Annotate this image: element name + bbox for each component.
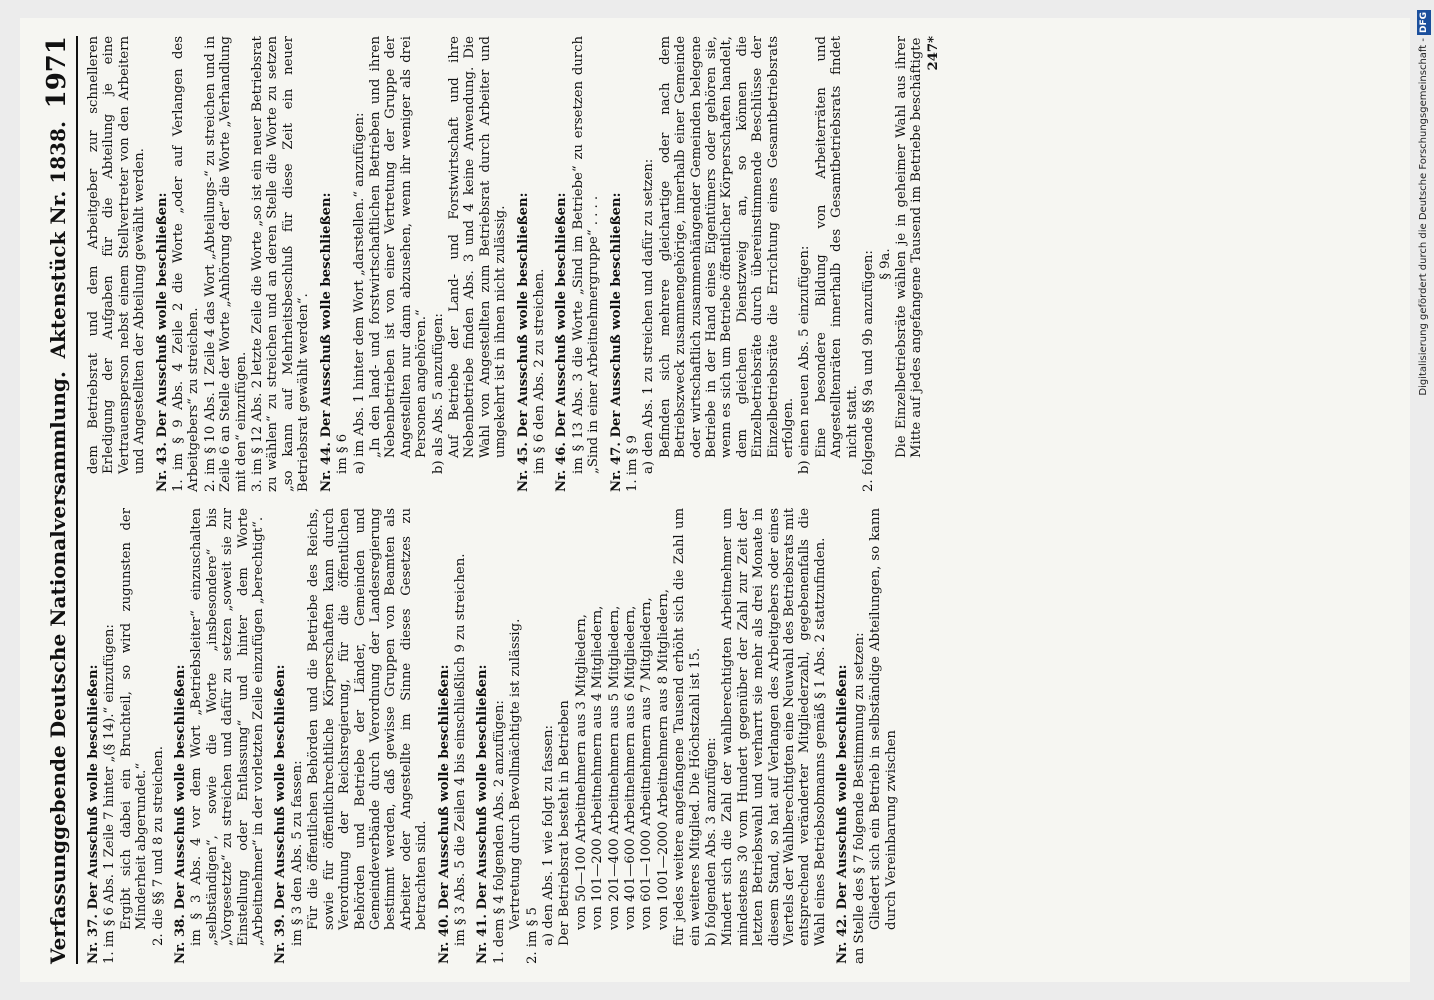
spacer bbox=[267, 508, 272, 964]
paragraph: § 9a. bbox=[877, 248, 893, 280]
paragraph: b) einen neuen Abs. 5 einzufügen: bbox=[797, 245, 813, 474]
paragraph-heading: Nr. 45. Der Ausschuß wolle beschließen: bbox=[515, 192, 531, 492]
paragraph: 247* bbox=[925, 36, 941, 71]
paragraph: von 601—1000 Arbeitnehmern aus 7 Mitgliedern, bbox=[639, 597, 655, 930]
paragraph: von 101—200 Arbeitnehmern aus 4 Mitgliedern, bbox=[590, 605, 606, 930]
digitization-credit-text: Digitalisierung gefördert durch die Deutsche Forschungsgemeinschaft - bbox=[1418, 38, 1429, 396]
paragraph: Befinden sich mehrere gleichartige oder nach dem Betriebszweck zusammengehörige, innerhalb einer Gemeinde oder wirtschaftlich zusammenhängender Gemeinden belegene Betriebe in der Hand eines Eigentümers oder gehören sie, wenn es sich um Betriebe öffentlicher Körperschaften handelt, dem gleichen Dienstzweig an, so können die Einzelbetriebsräte durch übereinstimmende Beschlüsse der Einzelbetriebsräte die Errichtung eines Gesamtbetriebsrats erfolgen. bbox=[657, 36, 797, 458]
paragraph-heading: Nr. 42. Der Ausschuß wolle beschließen: bbox=[835, 664, 851, 964]
paragraph: b) folgenden Abs. 3 anzufügen: bbox=[704, 737, 720, 946]
page-header bbox=[42, 36, 78, 964]
spacer bbox=[829, 508, 834, 964]
spacer bbox=[313, 36, 318, 492]
paragraph: im § 3 Abs. 5 die Zeilen 4 bis einschließlich 9 zu streichen. bbox=[452, 553, 468, 946]
spacer bbox=[510, 36, 515, 492]
spacer bbox=[431, 508, 436, 964]
paragraph-heading: Nr. 39. Der Ausschuß wolle beschließen: bbox=[273, 664, 289, 964]
paragraph: Auf Betriebe der Land- und Forstwirtschaft und ihre Nebenbetriebe finden Abs. 3 und 4 keine Anwendung. Die Wahl von Angestellten zum Betriebsrat durch Arbeiter und umgekehrt ist in ihnen nicht zulässig. bbox=[446, 36, 509, 458]
paragraph: an Stelle des § 7 folgende Bestimmung zu setzen: bbox=[851, 632, 867, 964]
paragraph: 2. folgende §§ 9a und 9b anzufügen: bbox=[861, 250, 877, 492]
spacer bbox=[167, 508, 172, 964]
paragraph: Vertretung durch Bevollmächtigte ist zulässig. bbox=[508, 618, 524, 930]
paragraph: im § 3 den Abs. 5 zu fassen: bbox=[289, 760, 305, 946]
paragraph: Für die öffentlichen Behörden und die Betriebe des Reichs, sowie für öffentlichrechtliche Körperschaften kann durch Verordnung der Reichsregierung, für die öffentlichen Behörden und Betriebe der Länder, Gemeinden und Gemeindeverbände durch Verordnung der Landesregierung bestimmt werden, daß gewisse Gruppen von Beamten als Arbeiter oder Angestellte im Sinne dieses Gesetzes zu betrachten sind. bbox=[306, 508, 430, 930]
header-title: Verfassunggebende Deutsche Nationalversammlung. bbox=[46, 371, 70, 964]
paragraph: 1. im § 9 Abs. 4 Zeile 2 die Worte „oder auf Verlangen des Arbeitgebers“ zu streichen. bbox=[171, 36, 202, 492]
column-left bbox=[86, 508, 942, 964]
paragraph: im § 13 Abs. 3 die Worte „Sind im Betriebe“ zu ersetzen durch „Sind in einer Arbeitnehmergruppe“ . . . . bbox=[570, 36, 602, 474]
paragraph: Mindert sich die Zahl der wahlberechtigten Arbeitnehmer um mindestens 30 vom Hundert gegenüber der Zahl zur Zeit der letzten Betriebswahl und verharrt sie mehr als drei Monate in diesem Stand, so hat auf Verlangen des Arbeitgebers oder eines Viertels der Wahlberechtigten eine Neuwahl des Betriebsrats mit entsprechend veränderter Mitgliederzahl, gegebenenfalls die Wahl eines Betriebsobmanns gemäß § 1 Abs. 2 stattzufinden. bbox=[720, 508, 828, 946]
paragraph: von 50—100 Arbeitnehmern aus 3 Mitgliedern, bbox=[573, 614, 589, 930]
paragraph: 2. die §§ 7 und 8 zu streichen. bbox=[150, 746, 166, 946]
paragraph: im § 6 bbox=[335, 433, 351, 474]
digitization-credit-strip bbox=[1414, 0, 1434, 1000]
paragraph: im § 6 den Abs. 2 zu streichen. bbox=[531, 268, 547, 474]
spacer bbox=[149, 36, 154, 492]
paragraph-heading: Nr. 37. Der Ausschuß wolle beschließen: bbox=[86, 664, 101, 964]
paragraph: von 401—600 Arbeitnehmern aus 6 Mitgliedern, bbox=[623, 605, 638, 930]
dfg-logo: DFG bbox=[1419, 12, 1429, 34]
paragraph: dem Betriebsrat und dem Arbeitgeber zur schnelleren Erledigung der Aufgaben für die Abteilung je eine Vertrauensperson nebst einem Stellvertreter von den Arbeitern und Angestellten der Abteilung gewählt werden. bbox=[86, 36, 148, 474]
paragraph-heading: Nr. 40. Der Ausschuß wolle beschließen: bbox=[436, 664, 452, 964]
paragraph: Gliedert sich ein Betrieb in selbständige Abteilungen, so kann durch Vereinbarung zwischen bbox=[868, 508, 899, 930]
paragraph: a) den Abs. 1 wie folgt zu fassen: bbox=[540, 725, 556, 946]
paragraph-heading: Nr. 43. Der Ausschuß wolle beschließen: bbox=[154, 192, 170, 492]
paragraph-heading: Nr. 46. Der Ausschuß wolle beschließen: bbox=[554, 192, 570, 492]
spacer bbox=[469, 508, 474, 964]
paragraph: 2. im § 5 bbox=[524, 907, 540, 964]
paragraph: 1. dem § 4 folgenden Abs. 2 anzufügen: bbox=[491, 700, 507, 964]
paragraph-heading: Nr. 47. Der Ausschuß wolle beschließen: bbox=[608, 192, 624, 492]
paragraph: im § 3 Abs. 4 vor dem Wort „Betriebsleiter“ einzuschalten „selbständigen“, sowie die Worte „insbesondere“ bis „Vorgesetzte“ zu streichen und dafür zu setzen „soweit sie zur Einstellung oder Entlassung“ und hinter dem Worte „Arbeitnehmer“ in der vorletzten Zeile einzufügen „berechtigt“. bbox=[189, 508, 267, 946]
spacer bbox=[603, 36, 608, 492]
paragraph: 2. im § 10 Abs. 1 Zeile 4 das Wort „Abteilungs-“ zu streichen und in Zeile 6 an Stelle der Worte „Anhörung der“ die Worte „Verhandlung mit den“ einzufügen. bbox=[202, 36, 249, 492]
page-number: 1971 bbox=[42, 36, 72, 109]
paragraph: 3. im § 12 Abs. 2 letzte Zeile die Worte „so ist ein neuer Betriebsrat zu wählen“ zu streichen und an deren Stelle die Worte zu setzen „so kann auf Mehrheitsbeschluß für diese Zeit ein neuer Betriebsrat gewählt werden“. bbox=[250, 36, 312, 492]
text-columns bbox=[86, 36, 942, 964]
paragraph-heading: Nr. 44. Der Ausschuß wolle beschließen: bbox=[318, 192, 334, 492]
paragraph: von 201—400 Arbeitnehmern aus 5 Mitgliedern, bbox=[606, 605, 622, 930]
paragraph: Ergibt sich dabei ein Bruchteil, so wird zugunsten der Minderheit abgerundet.“ bbox=[118, 508, 150, 930]
column-right bbox=[86, 36, 942, 492]
paragraph: für jedes weitere angefangene Tausend erhöht sich die Zahl um ein weiteres Mitglied. Die Höchstzahl ist 15. bbox=[672, 508, 703, 946]
paragraph: 1. im § 9 bbox=[625, 435, 640, 492]
paragraph: Der Betriebsrat besteht in Betrieben bbox=[557, 700, 573, 946]
paragraph: a) den Abs. 1 zu streichen und dafür zu setzen: bbox=[641, 158, 657, 474]
rotated-page-content bbox=[20, 18, 1410, 982]
page-inner bbox=[42, 36, 942, 964]
paragraph: „In den land- und forstwirtschaftlichen Betrieben und ihren Nebenbetrieben ist von einer Vertretung der Gruppe der Angestellten nur dann abzusehen, wenn ihr weniger als drei Personen angehören.“ bbox=[367, 36, 430, 458]
paragraph: a) im Abs. 1 hinter dem Wort „darstellen.“ anzufügen: bbox=[351, 112, 367, 474]
header-document-number: Aktenstück Nr. 1838. bbox=[46, 121, 70, 359]
paragraph: Eine besondere Bildung von Arbeiterräten und Angestelltenräten innerhalb des Gesamtbetriebsrats findet nicht statt. bbox=[813, 36, 860, 458]
paragraph: 1. im § 6 Abs. 1 Zeile 7 hinter „(§ 14).“ einzufügen: bbox=[102, 624, 118, 964]
paragraph-heading: Nr. 38. Der Ausschuß wolle beschließen: bbox=[173, 664, 189, 964]
paragraph: Die Einzelbetriebsräte wählen je in geheimer Wahl aus ihrer Mitte auf jedes angefangene Tausend im Betriebe beschäftigte bbox=[893, 36, 925, 458]
paragraph: von 1001—2000 Arbeitnehmern aus 8 Mitgliedern, bbox=[655, 588, 671, 930]
spacer bbox=[548, 36, 553, 492]
paragraph: b) als Abs. 5 anzufügen: bbox=[430, 313, 446, 474]
paragraph-heading: Nr. 41. Der Ausschuß wolle beschließen: bbox=[475, 664, 491, 964]
scanned-page bbox=[20, 18, 1410, 982]
digitization-credit bbox=[1417, 0, 1434, 1000]
